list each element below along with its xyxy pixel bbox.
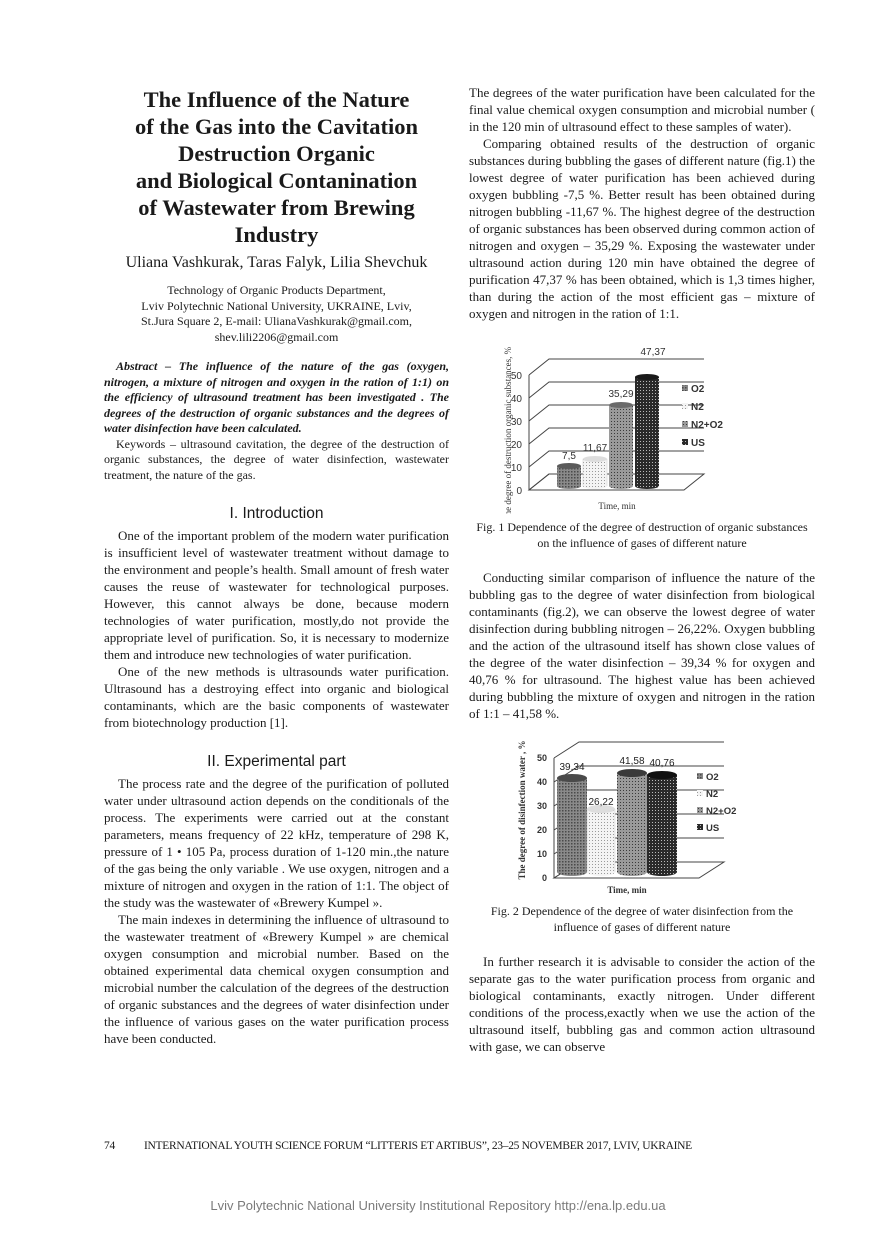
section-heading-experimental: II. Experimental part xyxy=(207,753,346,770)
paragraph: The degrees of the water purification have been calculated for the final value chemical oxygen consumption and microbial number ( in the 120 min of ultrasound effect to these samples of water). xyxy=(469,85,815,134)
keywords: Keywords – ultrasound cavitation, the degree of the destruction of organic substances, the degree of water disinfection, wastewater treatment, the nature of the gas. xyxy=(104,436,449,482)
value-label: 39,34 xyxy=(559,762,585,773)
bar-o2 xyxy=(557,463,581,489)
svg-text:20: 20 xyxy=(536,825,547,835)
svg-text:50: 50 xyxy=(536,753,547,763)
bar-n2 xyxy=(587,805,615,876)
page-number: 74 xyxy=(104,1140,115,1152)
left-column xyxy=(104,84,449,1047)
svg-text:N2+O2: N2+O2 xyxy=(691,420,723,431)
bar-us xyxy=(647,771,677,876)
title-line: Industry xyxy=(234,222,319,247)
title-line: of Wastewater from Brewing xyxy=(138,195,415,220)
paragraph: In further research it is advisable to consider the action of the separate gas to the water purification process from organic and biological contaminants, exactly nitrogen. Under different conditions of the process,exactly when we use the action of the ultrasound itself, bubbling gas and common action ultrasound with gase, we can observe xyxy=(469,954,815,1054)
svg-text:N2: N2 xyxy=(706,789,719,800)
figure-2-chart xyxy=(469,738,815,898)
affiliation xyxy=(104,283,449,345)
title-line: and Biological Contanination xyxy=(135,168,418,193)
svg-text:50: 50 xyxy=(510,371,522,382)
paragraph: Conducting similar comparison of influence the nature of the bubbling gas to the degree of water disinfection from biological contaminants (fig.2), we can observe the lowest degree of water disinfection during bubbling nitrogen – 26,22%. Oxygen bubbling and the action of the ultrasound itself has shown close values of the degree of the water disinfection – 39,34 % for oxygen and 40,76 % for ultrasound. The highest value has been achieved during bubbling the mixture of oxygen and nitrogen in the ration of 1:1 – 41,58 %. xyxy=(469,570,815,721)
bar-o2 xyxy=(557,774,587,876)
chart-legend xyxy=(697,772,736,834)
figure-1-caption: Fig. 1 Dependence of the degree of destruction of organic substances on the influence of gases of different nature xyxy=(476,520,808,550)
x-axis-label: Time, min xyxy=(598,501,636,511)
authors: Uliana Vashkurak, Taras Falyk, Lilia Shevchuk xyxy=(125,254,428,271)
affiliation-line: shev.lili2206@gmail.com xyxy=(214,329,339,344)
paragraph: The process rate and the degree of the purification of polluted water under ultrasound action depends on the conditionals of the process. The experiments were carried out at the constant parameters, means frequency of 22 kHz, temperature of 298 K, pressure of 1 • 105 Pa, process duration of 1-120 min.,the nature of the gas being the only variable . We use oxygen, nitrogen and a mixture of nitrogen and oxygen in the ration of 1:1. The object of the study was the wastewater of «Brewery Kumpel ». xyxy=(104,776,449,910)
title-line: Destruction Organic xyxy=(178,141,375,166)
svg-text:O2: O2 xyxy=(706,772,719,783)
svg-text:O2: O2 xyxy=(691,384,705,395)
svg-text:0: 0 xyxy=(541,873,547,883)
svg-text:N2: N2 xyxy=(691,402,704,413)
chart-legend xyxy=(682,384,723,449)
y-axis-label: , The degree of destruction organic substances, % xyxy=(503,346,513,514)
svg-text:30: 30 xyxy=(536,801,547,811)
paper-title xyxy=(104,86,449,248)
title-line: of the Gas into the Cavitation xyxy=(134,114,419,139)
affiliation-line: St.Jura Square 2, E-mail: UlianaVashkurak@gmail.com, xyxy=(141,314,412,328)
repository-watermark: Lviv Polytechnic National University Institutional Repository http://ena.lp.edu.ua xyxy=(210,1198,666,1213)
svg-text:US: US xyxy=(691,438,705,449)
bar-n2-o2 xyxy=(609,402,633,489)
value-label: 7,5 xyxy=(562,451,576,462)
bar-us xyxy=(635,374,659,489)
value-label: 41,58 xyxy=(619,756,645,767)
bar-chart-disinfection xyxy=(469,738,815,898)
bar-n2-o2 xyxy=(617,769,647,876)
svg-text:10: 10 xyxy=(510,463,522,474)
figure-1-chart xyxy=(469,336,815,514)
bar-n2 xyxy=(583,456,607,489)
section-heading-introduction: I. Introduction xyxy=(229,505,324,522)
bar-chart-destruction xyxy=(469,336,815,514)
value-label: 26,22 xyxy=(588,797,614,808)
page-footer xyxy=(104,1140,804,1152)
footer-text: INTERNATIONAL YOUTH SCIENCE FORUM “LITTERIS ET ARTIBUS”, 23–25 NOVEMBER 2017, LVIV, UKRAINE xyxy=(144,1140,692,1152)
affiliation-line: Technology of Organic Products Department, xyxy=(167,283,386,297)
svg-text:40: 40 xyxy=(536,777,547,787)
svg-text:30: 30 xyxy=(510,417,522,428)
y-axis-label: The degree of disinfection water , % xyxy=(517,740,527,880)
title-line: The Influence of the Nature xyxy=(143,87,410,112)
paragraph: One of the new methods is ultrasounds water purification. Ultrasound has a destroying effect into organic and biological contaminants, which are the basic components of wastewater from biotechnology production [1]. xyxy=(104,664,449,730)
svg-text:US: US xyxy=(706,823,720,834)
value-label: 40,76 xyxy=(649,758,675,769)
svg-text:10: 10 xyxy=(536,849,547,859)
svg-text:20: 20 xyxy=(510,440,522,451)
value-label: 47,37 xyxy=(640,347,666,358)
value-label: 35,29 xyxy=(608,389,634,400)
svg-text:40: 40 xyxy=(510,394,522,405)
value-label: 11,67 xyxy=(582,443,608,454)
x-axis-label: Time, min xyxy=(607,885,647,895)
right-column xyxy=(469,84,815,1055)
affiliation-line: Lviv Polytechnic National University, UKRAINE, Lviv, xyxy=(141,298,412,313)
figure-2-caption: Fig. 2 Dependence of the degree of water disinfection from the influence of gases of different nature xyxy=(490,904,794,934)
svg-text:0: 0 xyxy=(516,486,522,497)
paragraph: The main indexes in determining the influence of ultrasound to the wastewater treatment of «Brewery Kumpel » are chemical oxygen consumption and microbial number. Based on the obtained experimental data chemical oxygen consumption and microbial number the calculation of the degrees of the destruction of organic substances and the degrees of water disinfection under the influence of various gases on the water purification process have been conducted. xyxy=(104,912,449,1046)
abstract: Abstract – The influence of the nature of the gas (oxygen, nitrogen, a mixture of nitrogen and oxygen in the ration of 1:1) on the efficiency of ultrasound treatment has been investigated . The degrees of the destruction of organic substances and the degrees of water disinfection have been calculated. xyxy=(104,359,449,435)
paragraph: One of the important problem of the modern water purification is insufficient level of wastewater treatment without damage to the environment and people’s health. Small amount of fresh water causes the reuse of wastewater for technological purposes. However, this cannot always be done, because modern technologies of water purification, mostly,do not provide the appropriate level of purification. So, it is necessary to modernize them and introduce new technologies of water purification. xyxy=(104,528,449,662)
svg-text:N2+O2: N2+O2 xyxy=(706,806,737,817)
paragraph: Comparing obtained results of the destruction of organic substances during bubbling the gases of different nature (fig.1) the lowest degree of water purification has been achieved during oxygen bubbling -7,5 %. Better result has been obtained during nitrogen bubbling -11,67 %. The highest degree of the destruction of organic substances has been observed during common action of nitrogen and oxygen – 35,29 %. Exposing the wastewater under ultrasound action during 120 min have obtained the degree of purification 47,37 % has been obtained, which is 1,3 times higher, than during the action of the most efficient gas – mixture of oxygen and nitrogen in the ration of 1:1. xyxy=(469,136,815,321)
